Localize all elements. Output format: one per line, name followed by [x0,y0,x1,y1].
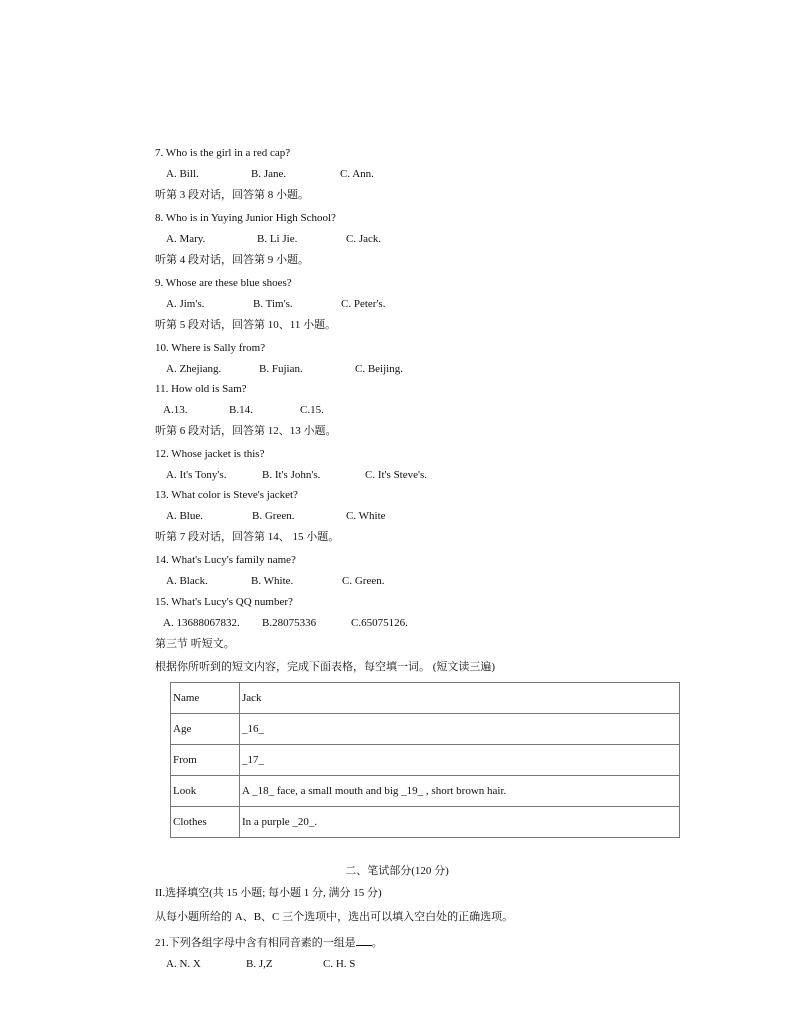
q14-option-b: B. White. [251,575,294,587]
table-value-cell: _17_ [240,745,680,776]
q8-option-c: C. Jack. [346,233,382,245]
answer-blank [356,934,372,946]
table-key-cell: Clothes [171,807,240,838]
dialogue-4-instruction: 听第 4 段对话，回答第 9 小题。 [155,254,309,266]
question-15: 15. What's Lucy's QQ number? [155,596,293,608]
q13-option-b: B. Green. [252,510,295,522]
table-row [171,745,680,776]
question-12: 12. Whose jacket is this? [155,448,265,460]
q21-option-c: C. H. S [323,958,356,970]
question-14: 14. What's Lucy's family name? [155,554,296,566]
question-9: 9. Whose are these blue shoes? [155,277,292,289]
q10-option-a: A. Zhejiang. [166,363,222,375]
q7-option-b: B. Jane. [251,168,287,180]
question-10: 10. Where is Sally from? [155,342,266,354]
table-key-cell: Look [171,776,240,807]
table-row [171,807,680,838]
q9-option-a: A. Jim's. [166,298,205,310]
section-3-title: 第三节 听短文。 [155,638,235,650]
q15-option-a: A. 13688067832. [163,617,240,629]
q10-option-c: C. Beijing. [355,363,403,375]
q8-option-b: B. Li Jie. [257,233,298,245]
info-table [170,682,680,838]
table-key-cell: Age [171,714,240,745]
q9-option-b: B. Tim's. [253,298,293,310]
dialogue-5-instruction: 听第 5 段对话，回答第 10、11 小题。 [155,319,337,331]
dialogue-3-instruction: 听第 3 段对话，回答第 8 小题。 [155,189,309,201]
q12-option-a: A. It's Tony's. [166,469,227,481]
q14-option-a: A. Black. [166,575,208,587]
q21-option-b: B. J,Z [246,958,273,970]
q10-option-b: B. Fujian. [259,363,303,375]
question-21 [155,934,383,950]
question-21-text: 21.下列各组字母中含有相同音素的一组是 [155,937,356,949]
part-2-heading: 二、笔试部分(120 分) [345,865,449,877]
table-value-cell: In a purple _20_. [240,807,680,838]
q12-option-b: B. It's John's. [262,469,321,481]
q9-option-c: C. Peter's. [341,298,386,310]
q13-option-c: C. White [346,510,386,522]
table-value-cell: _16_ [240,714,680,745]
table-key-cell: From [171,745,240,776]
table-value-cell: A _18_ face, a small mouth and big _19_ , short brown hair. [240,776,680,807]
question-8: 8. Who is in Yuying Junior High School? [155,212,336,224]
q8-option-a: A. Mary. [166,233,206,245]
q11-option-c: C.15. [300,404,324,416]
q7-option-a: A. Bill. [166,168,199,180]
q7-option-c: C. Ann. [340,168,374,180]
section-3-instruction: 根据你所听到的短文内容，完成下面表格，每空填一词。 (短文读三遍) [155,661,496,673]
table-row [171,683,680,714]
part-2-instruction: 从每小题所给的 A、B、C 三个选项中，选出可以填入空白处的正确选项。 [155,911,514,923]
question-21-end: 。 [371,937,383,949]
q15-option-b: B.28075336 [262,617,317,629]
question-7: 7. Who is the girl in a red cap? [155,147,291,159]
q14-option-c: C. Green. [342,575,385,587]
dialogue-7-instruction: 听第 7 段对话，回答第 14、 15 小题。 [155,531,340,543]
q11-option-a: A.13. [163,404,188,416]
q21-option-a: A. N. X [166,958,201,970]
q12-option-c: C. It's Steve's. [365,469,428,481]
q11-option-b: B.14. [229,404,253,416]
table-value-cell: Jack [240,683,680,714]
table-row [171,714,680,745]
table-key-cell: Name [171,683,240,714]
part-2-section-title: II.选择填空(共 15 小题; 每小题 1 分, 满分 15 分) [155,887,382,899]
question-13: 13. What color is Steve's jacket? [155,489,298,501]
q15-option-c: C.65075126. [351,617,408,629]
table-row [171,776,680,807]
dialogue-6-instruction: 听第 6 段对话，回答第 12、13 小题。 [155,425,337,437]
question-11: 11. How old is Sam? [155,383,247,395]
q13-option-a: A. Blue. [166,510,203,522]
